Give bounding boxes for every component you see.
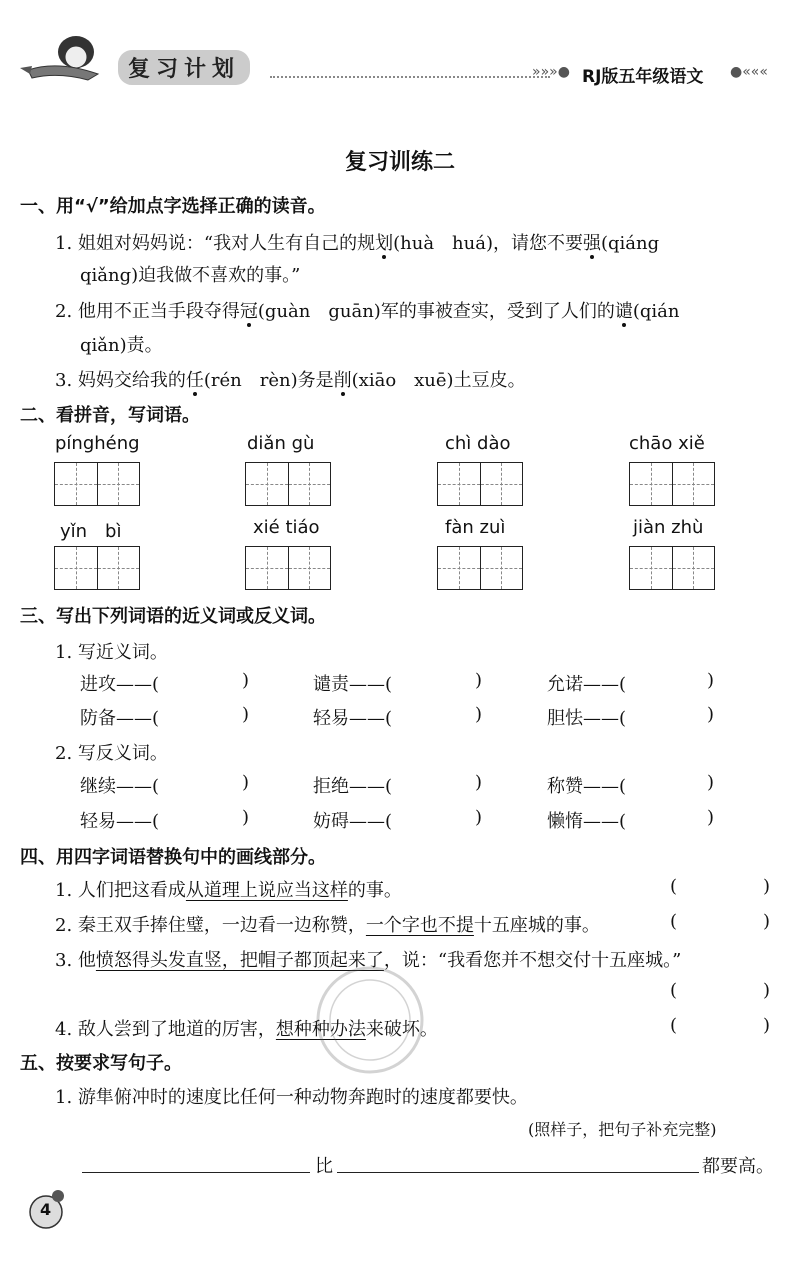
section3-heading: 三、写出下列词语的近义词或反义词。 (20, 606, 326, 627)
s4-q1: 1. 人们把这看成从道理上说应当这样的事。 (55, 880, 402, 901)
pinyin-6: xié tiáo (253, 517, 320, 538)
watermark-seal (295, 960, 445, 1084)
ant-4-close: ) (242, 807, 250, 828)
answer-box-6[interactable] (245, 546, 331, 590)
s5-blank-2[interactable] (337, 1172, 699, 1173)
ant-2-close: ) (475, 772, 483, 793)
section2-heading: 二、看拼音，写词语。 (20, 405, 200, 426)
header-mascot (18, 30, 108, 85)
answer-box-7[interactable] (437, 546, 523, 590)
section5-heading: 五、按要求写句子。 (20, 1053, 182, 1074)
pinyin-4: chāo xiě (629, 433, 705, 454)
header-left-title: 复习计划 (118, 50, 250, 85)
section1-heading: 一、用“√”给加点字选择正确的读音。 (20, 196, 326, 217)
answer-box-5[interactable] (54, 546, 140, 590)
s4-q3: 3. 他愤怒得头发直竖，把帽子都顶起来了，说：“我看您并不想交付十五座城。” (55, 950, 682, 971)
answer-box-2[interactable] (245, 462, 331, 506)
answer-box-1[interactable] (54, 462, 140, 506)
syn-2-close: ) (475, 670, 483, 691)
page-title: 复习训练二 (344, 150, 455, 175)
pinyin-1: pínghéng (55, 433, 140, 454)
s1-q3: 3. 妈妈交给我的任(rén rèn)务是削(xiāo xuē)土豆皮。 (55, 370, 526, 391)
s4-q3-open: ( (670, 980, 678, 1001)
s5-blank-1[interactable] (82, 1172, 310, 1173)
s4-q4-open: ( (670, 1015, 678, 1036)
ant-1: 继续——( (80, 776, 160, 797)
s1-q2-line2: qiǎn)责。 (80, 335, 163, 356)
s1-q1-line2: qiǎng)迫我做不喜欢的事。” (80, 265, 301, 286)
page-number: 4 (40, 1200, 52, 1219)
syn-4: 防备——( (80, 708, 160, 729)
s1-q2-line1: 2. 他用不正当手段夺得冠(guàn guān)军的事被查实，受到了人们的谴(qián (55, 301, 680, 322)
s3-sub2: 2. 写反义词。 (55, 743, 168, 764)
pinyin-3: chì dào (445, 433, 511, 454)
s4-q1-open: ( (670, 876, 678, 897)
s4-q1-close: ) (763, 876, 771, 897)
s4-q4: 4. 敌人尝到了地道的厉害，想种种办法来破坏。 (55, 1019, 438, 1040)
s4-q4-close: ) (763, 1015, 771, 1036)
header-right-title: RJ版五年级语文 (582, 67, 704, 87)
ant-4: 轻易——( (80, 811, 160, 832)
ant-6: 懒惰——( (547, 811, 627, 832)
syn-3-close: ) (707, 670, 715, 691)
pinyin-2: diǎn gù (247, 433, 315, 454)
section4-heading: 四、用四字词语替换句中的画线部分。 (20, 847, 326, 868)
s5-note: (照样子，把句子补充完整) (528, 1120, 717, 1139)
ant-5-close: ) (475, 807, 483, 828)
header-divider (270, 76, 550, 78)
ant-5: 妨碍——( (313, 811, 393, 832)
pinyin-5: yǐn bì (60, 521, 122, 542)
header-arrows-left: »»»● (532, 64, 570, 80)
s5-mid: 比 (315, 1156, 333, 1177)
ant-6-close: ) (707, 807, 715, 828)
syn-2: 谴责——( (313, 674, 393, 695)
syn-6: 胆怯——( (547, 708, 627, 729)
answer-box-8[interactable] (629, 546, 715, 590)
header-arrows-right: ●««« (730, 64, 768, 80)
s4-q3-close: ) (763, 980, 771, 1001)
syn-5: 轻易——( (313, 708, 393, 729)
syn-6-close: ) (707, 704, 715, 725)
answer-box-4[interactable] (629, 462, 715, 506)
pinyin-7: fàn zuì (445, 517, 506, 538)
pinyin-8: jiàn zhù (633, 517, 704, 538)
ant-1-close: ) (242, 772, 250, 793)
syn-1-close: ) (242, 670, 250, 691)
ant-2: 拒绝——( (313, 776, 393, 797)
s1-q1-line1: 1. 姐姐对妈妈说：“我对人生有自己的规划(huà huá)，请您不要强(qiáng (55, 233, 660, 254)
syn-5-close: ) (475, 704, 483, 725)
s4-q2-open: ( (670, 911, 678, 932)
s5-q1: 1. 游隼俯冲时的速度比任何一种动物奔跑时的速度都要快。 (55, 1087, 528, 1108)
ant-3: 称赞——( (547, 776, 627, 797)
s5-end: 都要高。 (702, 1156, 774, 1177)
s3-sub1: 1. 写近义词。 (55, 642, 168, 663)
syn-1: 进攻——( (80, 674, 160, 695)
s4-q2-close: ) (763, 911, 771, 932)
syn-4-close: ) (242, 704, 250, 725)
s4-q2: 2. 秦王双手捧住璧，一边看一边称赞，一个字也不提十五座城的事。 (55, 915, 600, 936)
answer-box-3[interactable] (437, 462, 523, 506)
ant-3-close: ) (707, 772, 715, 793)
syn-3: 允诺——( (547, 674, 627, 695)
